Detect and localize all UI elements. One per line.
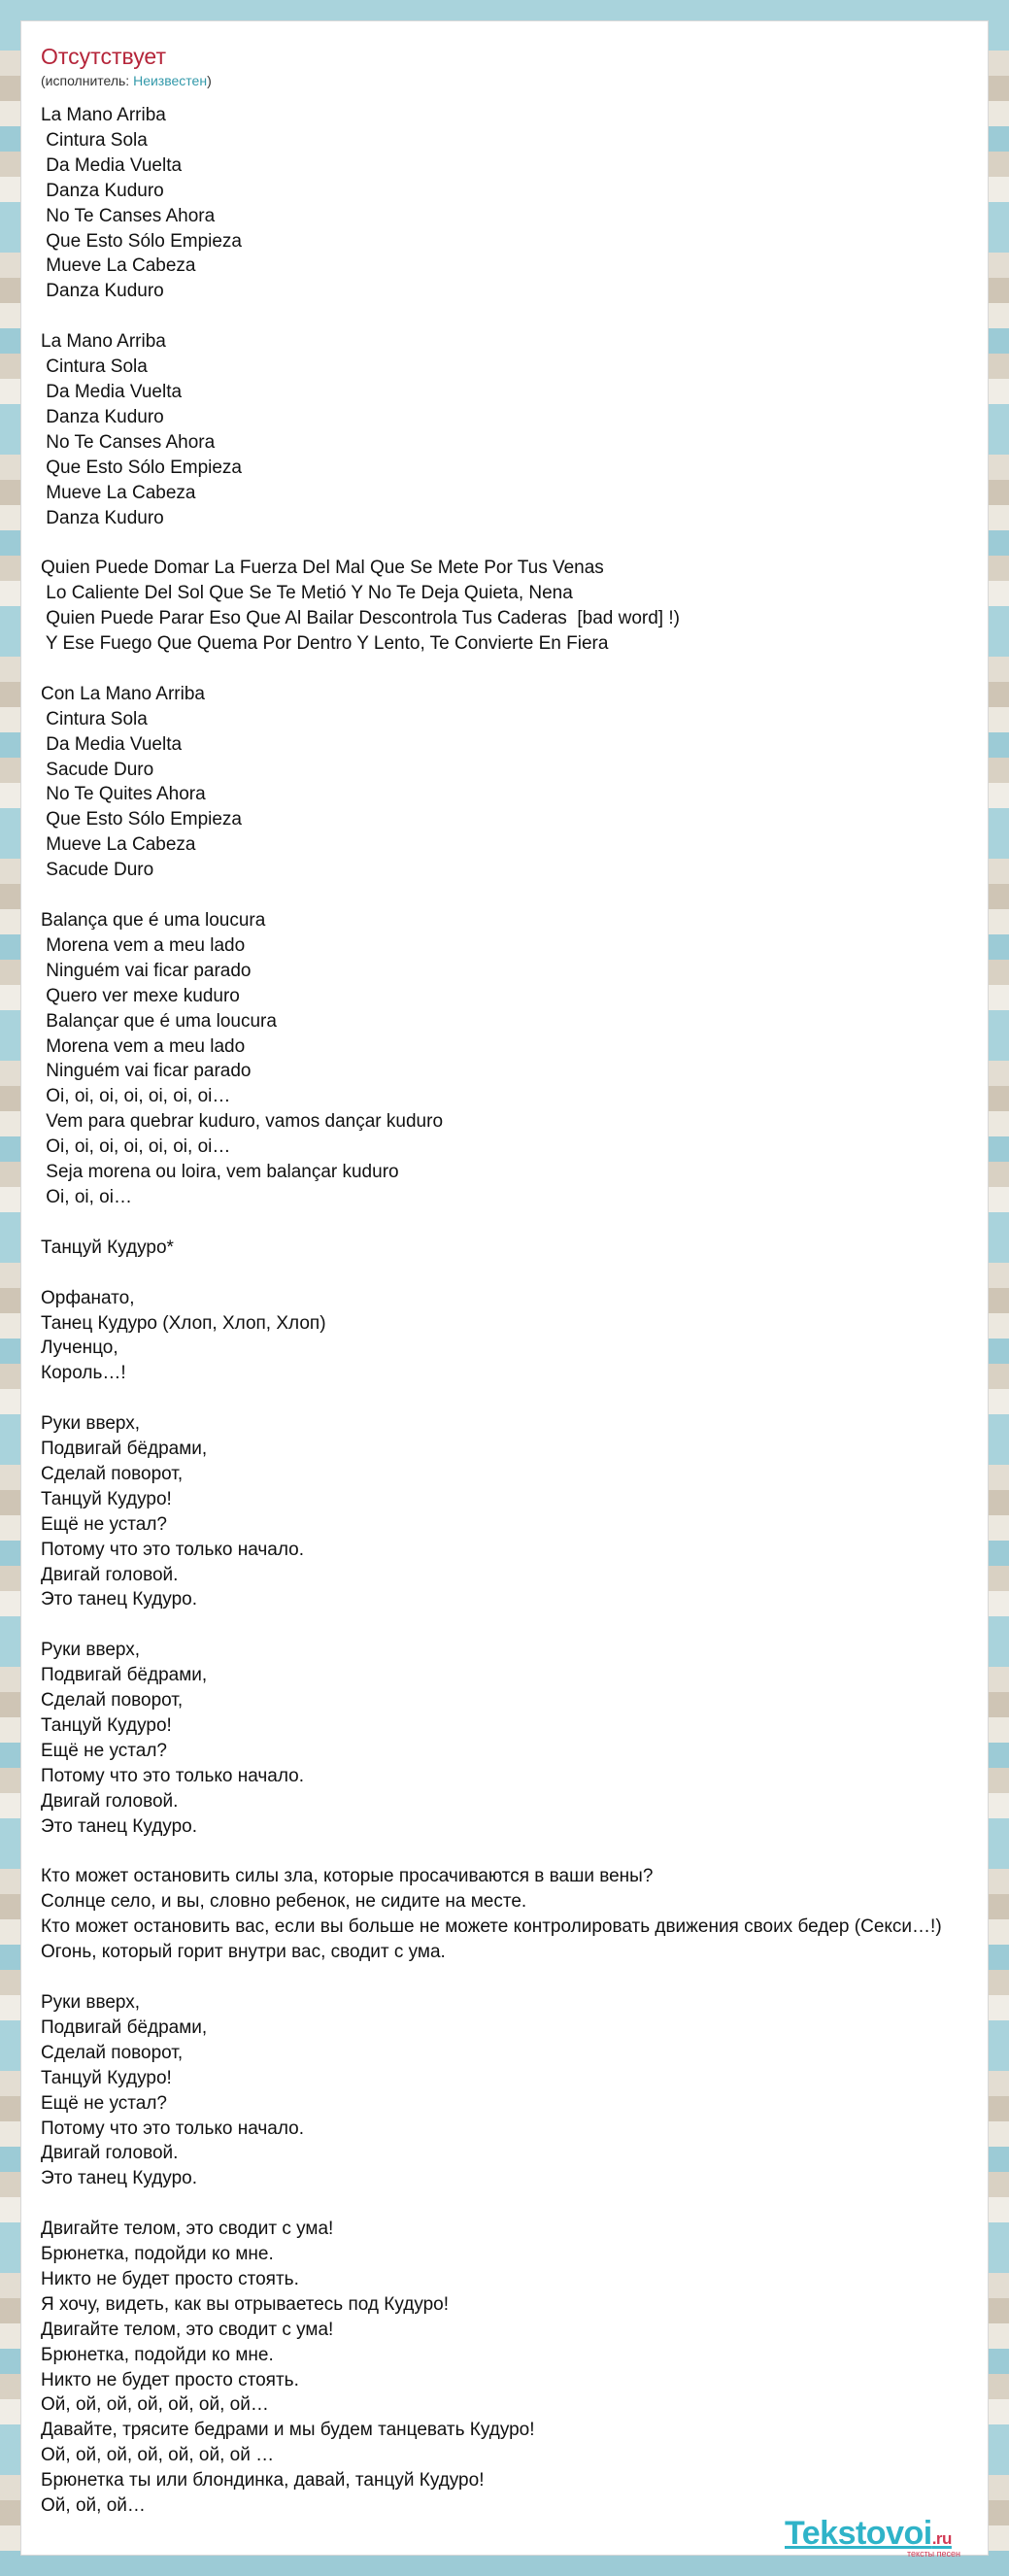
logo-name: Tekstovoi <box>785 2515 932 2552</box>
artist-link[interactable]: Неизвестен <box>133 73 208 88</box>
lyrics-card <box>21 21 988 2555</box>
artist-prefix: (исполнитель: <box>41 73 134 88</box>
logo-tagline: тексты песен <box>907 2549 961 2559</box>
song-header <box>41 43 212 89</box>
artist-suffix: ) <box>207 73 212 88</box>
logo-tld: .ru <box>931 2529 952 2548</box>
lyrics-text: La Mano Arriba Cintura Sola Da Media Vuelta Danza Kuduro No Te Canses Ahora Que Esto Sólo Empieza Mueve La Cabeza Danza Kuduro La Mano Arriba Cintura Sola Da Media Vuelta Danza Kuduro No Te Canses Ahora Que Esto Sólo Empieza Mueve La Cabeza Danza Kuduro Quien Puede Domar La Fuerza Del Mal Que Se Mete Por Tus Venas Lo Caliente Del Sol Que Se Te Metió Y No Te Deja Quieta, Nena Quien Puede Parar Eso Que Al Bailar Descontrola Tus Caderas [bad word] !) Y Ese Fuego Que Quema Por Dentro Y Lento, Te Convierte En Fiera Con La Mano Arriba Cintura Sola Da Media Vuelta Sacude Duro No Te Quites Ahora Que Esto Sólo Empieza Mueve La Cabeza Sacude Duro Balança que é uma loucura Morena vem a meu lado Ninguém vai ficar parado Quero ver mexe kuduro Balançar que é uma loucura Morena vem a meu lado Ninguém vai ficar parado Oi, oi, oi, oi, oi, oi, oi… Vem para quebrar kuduro, vamos dançar kuduro Oi, oi, oi, oi, oi, oi, oi… Seja morena ou loira, vem balançar kuduro Oi, oi, oi… Танцуй Кудуро* Орфанато, Танец Кудуро (Хлоп, Хлоп, Хлоп) Лученцо, Король…! Руки вверх, Подвигай бёдрами, Сделай поворот, Танцуй Кудуро! Ещё не устал? Потому что это только начало. Двигай головой. Это танец Кудуро. Руки вверх, Подвигай бёдрами, Сделай поворот, Танцуй Кудуро! Ещё не устал? Потому что это только начало. Двигай головой. Это танец Кудуро. Кто может остановить силы зла, которые просачиваются в ваши вены? Солнце село, и вы, словно ребенок, не сидите на месте. Кто может остановить вас, если вы больше не можете контролировать движения своих бедер (Секси…!) Огонь, который горит внутри вас, сводит с ума. Руки вверх, Подвигай бёдрами, Сделай поворот, Танцуй Кудуро! Ещё не устал? Потому что это только начало. Двигай головой. Это танец Кудуро. Двигайте телом, это сводит с ума! Брюнетка, подойди ко мне. Никто не будет просто стоять. Я хочу, видеть, как вы отрываетесь под Кудуро! Двигайте телом, это сводит с ума! Брюнетка, подойди ко мне. Никто не будет просто стоять. Ой, ой, ой, ой, ой, ой, ой… Давайте, трясите бедрами и мы будем танцевать Кудуро! Ой, ой, ой, ой, ой, ой, ой … Брюнетка ты или блондинка, давай, танцуй Кудуро! Ой, ой, ой… <box>41 105 942 2517</box>
artist-line <box>41 72 212 89</box>
song-title: Отсутствует <box>41 44 166 69</box>
